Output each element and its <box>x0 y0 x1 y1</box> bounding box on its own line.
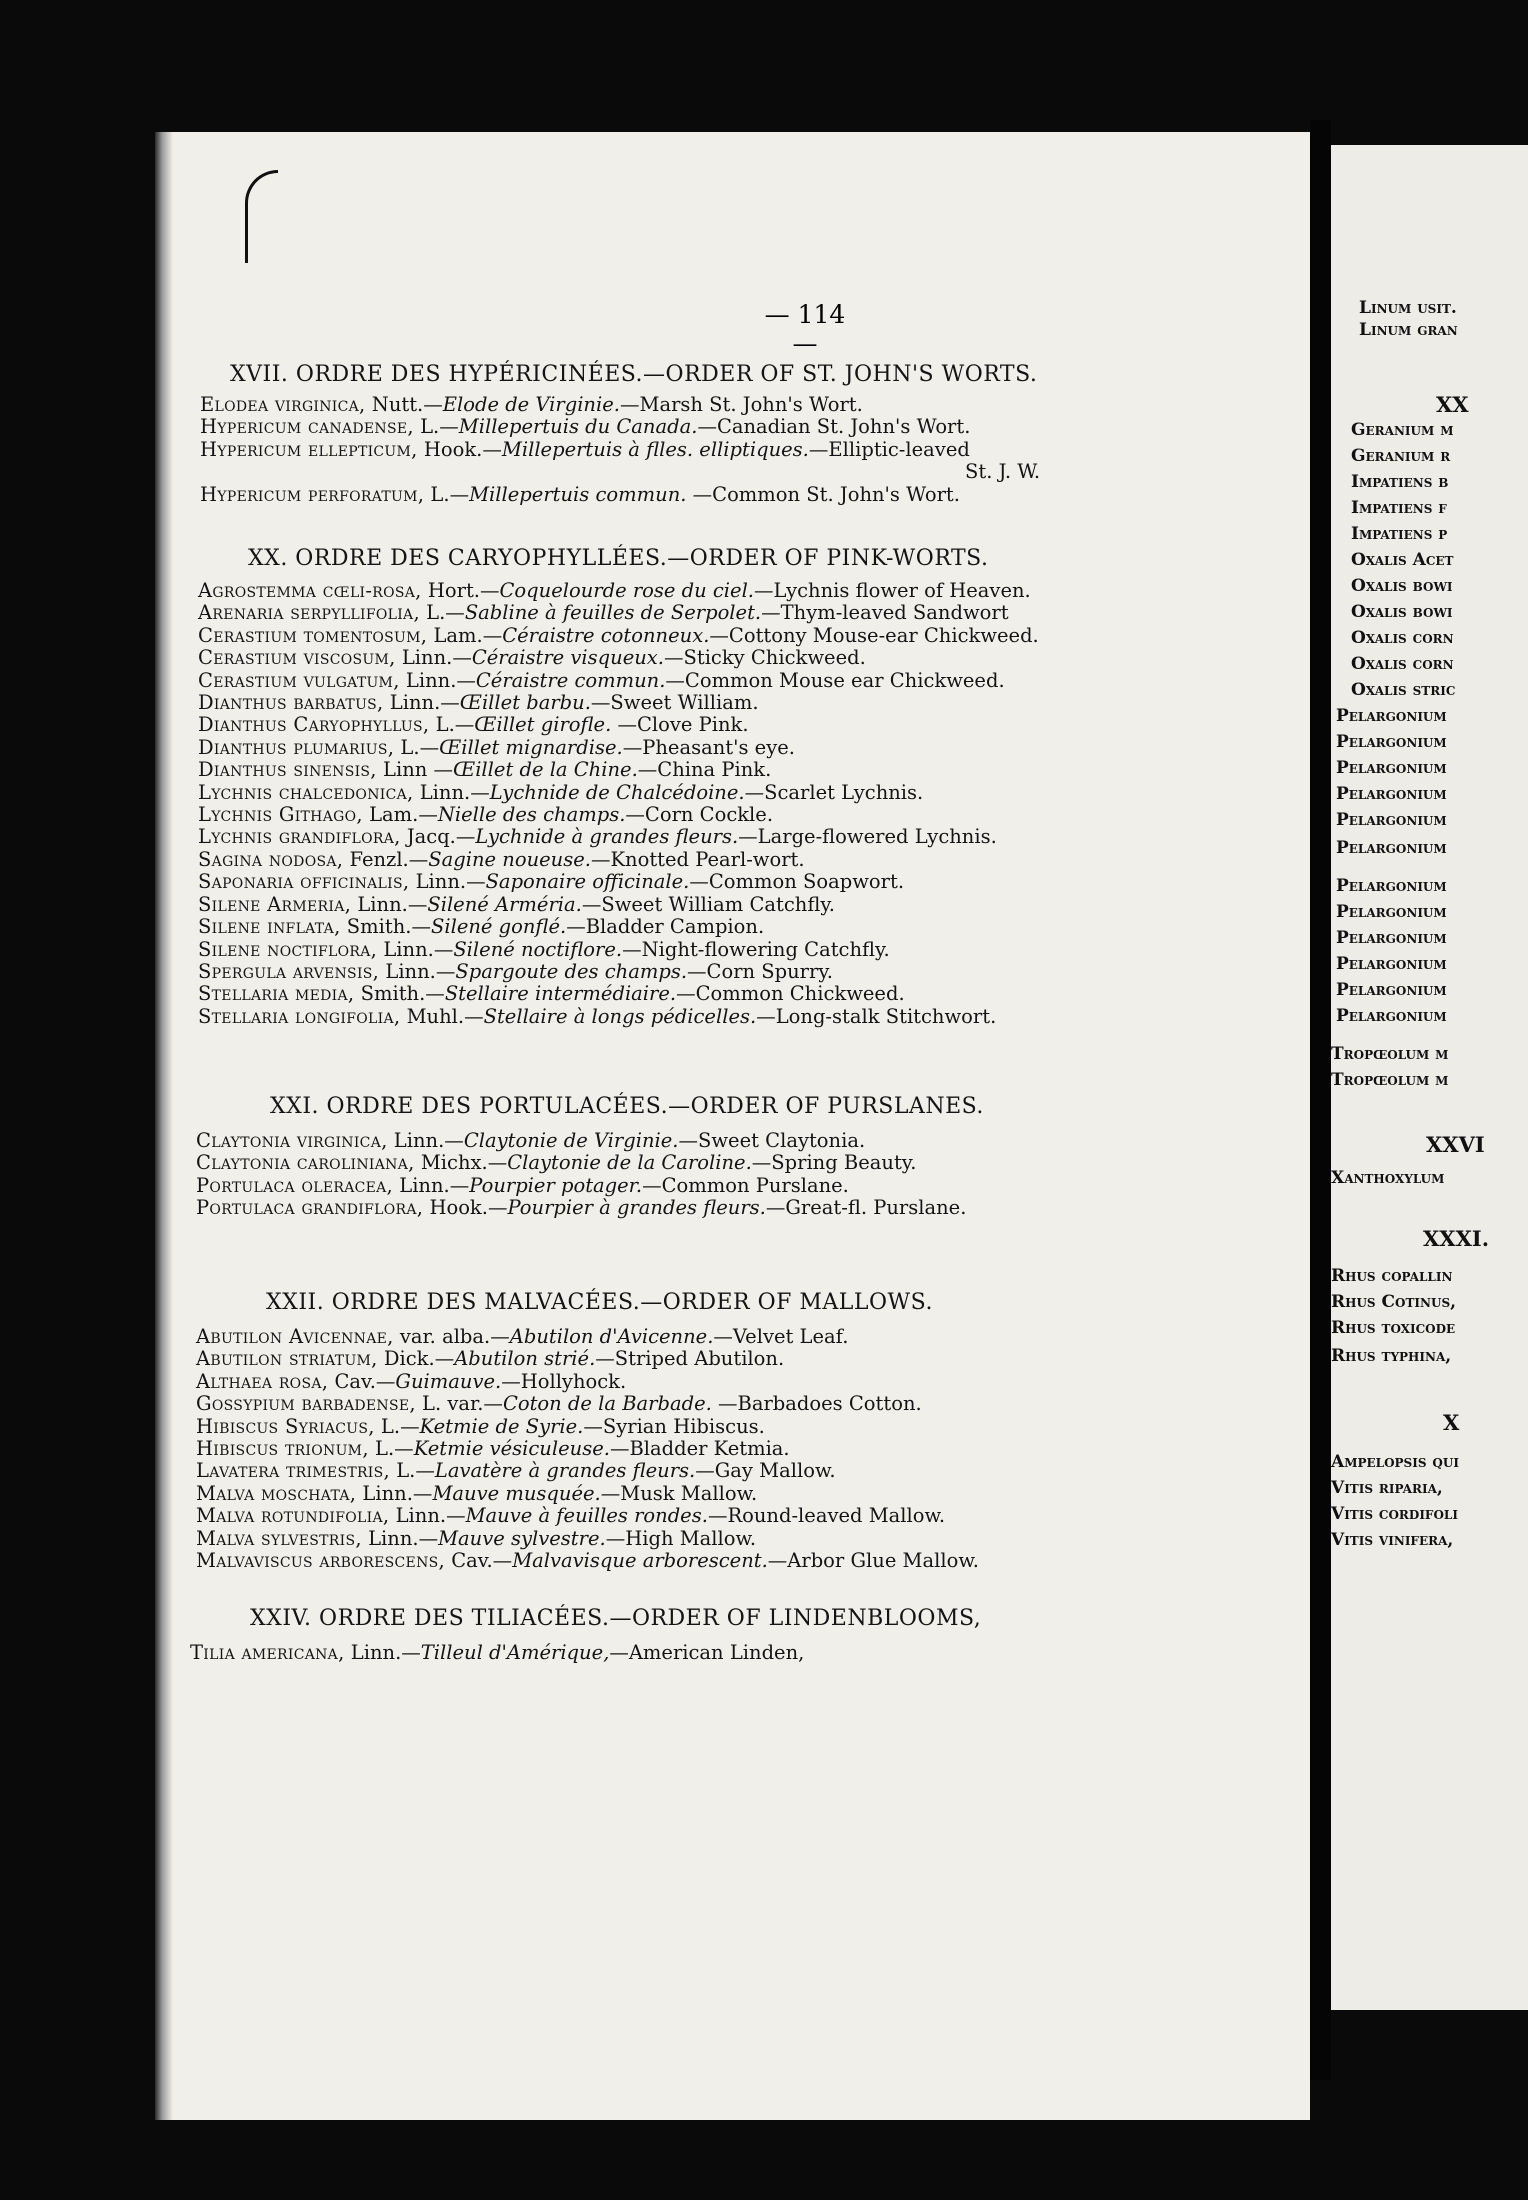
french-name: Stellaire à longs pédicelles. <box>483 1004 757 1028</box>
french-name: Malvavisque arborescent. <box>512 1549 768 1573</box>
english-name: —Arbor Glue Mallow. <box>767 1549 979 1573</box>
latin-name: Dianthus plumarius, <box>198 735 395 759</box>
adjacent-species-entry: Oxalis bowi <box>1351 576 1453 596</box>
adjacent-species-entry: Geranium r <box>1351 446 1451 466</box>
french-name: Œillet girofle. <box>474 713 612 737</box>
adjacent-species-entry: Pelargonium <box>1336 980 1447 1000</box>
french-name: Silené gonflé. <box>430 915 567 939</box>
adjacent-species-entry: Oxalis Acet <box>1351 550 1454 570</box>
french-name: Guimauve. <box>395 1369 502 1393</box>
english-name: —Knotted Pearl-wort. <box>590 847 805 871</box>
latin-name: Silene inflata, <box>198 915 341 939</box>
adjacent-species-entry: Vitis vinifera, <box>1331 1530 1454 1550</box>
species-entry <box>198 782 1290 804</box>
species-entry <box>198 1006 1290 1028</box>
english-name: —Corn Cockle. <box>625 803 774 827</box>
french-name: Pourpier à grandes fleurs. <box>507 1196 766 1220</box>
species-entry <box>198 625 1290 647</box>
adjacent-species-entry: Xanthoxylum <box>1331 1168 1445 1188</box>
author-abbrev: Linn — <box>376 758 454 782</box>
latin-name: Cerastium tomentosum, <box>198 623 428 647</box>
species-entry <box>198 894 1290 916</box>
french-name: Abutilon d'Avicenne. <box>509 1325 714 1348</box>
latin-name: Claytonia virginica, <box>196 1129 388 1152</box>
order-section <box>190 1606 1290 1664</box>
english-name: —Lychnis flower of Heaven. <box>754 579 1031 602</box>
author-abbrev: Linn.— <box>393 1173 470 1197</box>
english-name: —Great-fl. Purslane. <box>765 1196 967 1220</box>
species-entry <box>198 826 1290 848</box>
english-name: —Marsh St. John's Wort. <box>619 393 863 416</box>
english-name: —Thym-leaved Sandwort <box>761 601 1009 625</box>
latin-name: Hibiscus trionum, <box>196 1437 369 1461</box>
order-heading: XXII. ORDRE DES MALVACÉES.—ORDER OF MALLOWS. <box>266 1290 933 1315</box>
english-name: —Bladder Ketmia. <box>609 1437 790 1461</box>
adjacent-species-entry: Rhus copallin <box>1331 1266 1453 1286</box>
adjacent-order-heading: XXXI. <box>1423 1226 1490 1251</box>
adjacent-species-entry: Linum usit. <box>1359 298 1457 318</box>
species-entry <box>198 983 1290 1005</box>
latin-name: Stellaria longifolia, <box>198 1004 401 1028</box>
adjacent-species-entry: Pelargonium <box>1336 706 1447 726</box>
french-name: Stellaire intermédiaire. <box>444 982 677 1006</box>
english-name: —Bladder Campion. <box>566 915 765 939</box>
french-name: Œillet mignardise. <box>439 735 623 759</box>
french-name: Céraistre visqueux. <box>471 646 664 670</box>
english-name: —Canadian St. John's Wort. <box>697 415 971 439</box>
author-abbrev: L.— <box>368 1437 414 1461</box>
latin-name: Lavatera trimestris, <box>196 1459 391 1483</box>
author-abbrev: Linn.— <box>361 1526 439 1550</box>
adjacent-order-heading: X <box>1443 1410 1460 1435</box>
adjacent-species-entry: Pelargonium <box>1336 732 1447 752</box>
latin-name: Abutilon striatum, <box>196 1347 378 1371</box>
adjacent-species-entry: Pelargonium <box>1336 784 1447 804</box>
latin-name: Lychnis Githago, <box>198 803 363 827</box>
adjacent-page <box>1331 145 1528 2010</box>
order-heading: XXIV. ORDRE DES TILIACÉES.—ORDER OF LINDENBLOOMS, <box>250 1606 982 1631</box>
french-name: Coquelourde rose du ciel. <box>499 579 754 602</box>
author-abbrev: Linn.— <box>395 646 472 670</box>
author-abbrev: Hort.— <box>421 579 500 602</box>
author-abbrev: Michx.— <box>414 1151 508 1175</box>
species-entry <box>198 602 1290 624</box>
english-name: —Hollyhock. <box>501 1369 627 1393</box>
adjacent-species-entry: Pelargonium <box>1336 838 1447 858</box>
latin-name: Cerastium vulgatum, <box>198 668 400 692</box>
adjacent-species-entry: Pelargonium <box>1336 928 1447 948</box>
adjacent-species-entry: Tropœolum m <box>1331 1044 1449 1064</box>
french-name: Millepertuis commun. <box>469 482 687 506</box>
author-abbrev: Linn.— <box>351 892 428 916</box>
page-gutter <box>1310 120 1331 2080</box>
author-abbrev: Lam.— <box>427 623 503 647</box>
latin-name: Spergula arvensis, <box>198 959 380 983</box>
adjacent-species-entry: Impatiens b <box>1351 472 1449 492</box>
latin-name: Claytonia caroliniana, <box>196 1151 415 1175</box>
order-section <box>190 1094 1290 1220</box>
author-abbrev: Linn.— <box>383 691 460 715</box>
french-name: Sagine noueuse. <box>428 847 591 871</box>
author-abbrev: Linn.— <box>377 937 454 961</box>
french-name: Abutilon strié. <box>454 1347 596 1371</box>
french-name: Mauve à feuilles rondes. <box>465 1504 708 1528</box>
species-entry <box>196 1130 1290 1152</box>
english-name: —Long-stalk Stitchwort. <box>756 1004 997 1028</box>
english-name: —Musk Mallow. <box>600 1481 758 1505</box>
latin-name: Saponaria officinalis, <box>198 870 410 894</box>
english-name: —Large-flowered Lychnis. <box>738 825 997 849</box>
species-entry <box>198 849 1290 871</box>
author-abbrev: Linn.— <box>409 870 486 894</box>
author-abbrev: L. var.— <box>415 1392 503 1416</box>
english-name: —Common Chickweed. <box>676 982 905 1006</box>
english-name: —Night-flowering Catchfly. <box>622 937 890 961</box>
adjacent-species-entry: Vitis cordifoli <box>1331 1504 1458 1524</box>
author-abbrev: Smith.— <box>354 982 445 1006</box>
species-entry <box>198 647 1290 669</box>
latin-name: Dianthus barbatus, <box>198 691 384 715</box>
latin-name: Silene Armeria, <box>198 892 352 916</box>
species-entry <box>196 1505 1290 1527</box>
adjacent-species-entry: Tropœolum m <box>1331 1070 1449 1090</box>
author-abbrev: Linn.— <box>399 668 476 692</box>
species-entry <box>198 714 1290 736</box>
species-entry <box>198 580 1290 602</box>
latin-name: Gossypium barbadense, <box>196 1392 416 1416</box>
adjacent-species-entry: Pelargonium <box>1336 810 1447 830</box>
latin-name: Hypericum perforatum, <box>200 482 425 506</box>
english-name: —Syrian Hibiscus. <box>583 1414 765 1438</box>
adjacent-species-entry: Pelargonium <box>1336 902 1447 922</box>
french-name: Claytonie de Virginie. <box>463 1129 679 1152</box>
adjacent-species-entry: Oxalis corn <box>1351 654 1454 674</box>
adjacent-species-entry: Pelargonium <box>1336 758 1447 778</box>
species-entry <box>196 1550 1290 1572</box>
adjacent-species-entry: Oxalis corn <box>1351 628 1454 648</box>
latin-name: Arenaria serpyllifolia, <box>198 601 420 625</box>
french-name: Sabline à feuilles de Serpolet. <box>464 601 762 625</box>
french-name: Lychnide de Chalcédoine. <box>489 780 745 804</box>
adjacent-species-entry: Pelargonium <box>1336 876 1447 896</box>
species-entry <box>196 1416 1290 1438</box>
species-entry <box>190 1642 1290 1664</box>
author-abbrev: Nutt.— <box>365 393 443 416</box>
latin-name: Stellaria media, <box>198 982 355 1006</box>
latin-name: Portulaca oleracea, <box>196 1173 394 1197</box>
french-name: Mauve sylvestre. <box>438 1526 606 1550</box>
order-section <box>190 546 1290 1028</box>
french-name: Spargoute des champs. <box>455 959 688 983</box>
english-name: —Sweet William Catchfly. <box>581 892 835 916</box>
author-abbrev: Cav.— <box>445 1549 513 1573</box>
species-entry <box>198 670 1290 692</box>
english-name: —Spring Beauty. <box>751 1151 917 1175</box>
species-entry <box>198 759 1290 781</box>
adjacent-species-entry: Impatiens f <box>1351 498 1447 518</box>
species-entry <box>198 804 1290 826</box>
pencil-bracket-mark <box>245 170 278 263</box>
english-name: —Common Mouse ear Chickweed. <box>665 668 1005 692</box>
latin-name: Cerastium viscosum, <box>198 646 396 670</box>
order-section <box>190 362 1290 506</box>
latin-name: Malvaviscus arborescens, <box>196 1549 446 1573</box>
french-name: Millepertuis du Canada. <box>458 415 698 439</box>
author-abbrev: Cav.— <box>328 1369 396 1393</box>
french-name: Mauve musquée. <box>432 1481 601 1505</box>
latin-name: Elodea virginica, <box>200 393 366 416</box>
species-entry <box>198 916 1290 938</box>
french-name: Nielle des champs. <box>437 803 626 827</box>
species-entry <box>196 1175 1290 1197</box>
french-name: Œillet barbu. <box>459 691 591 715</box>
author-abbrev: L.— <box>390 1459 435 1483</box>
author-abbrev: Linn.— <box>413 780 490 804</box>
species-entry <box>196 1326 1290 1348</box>
latin-name: Dianthus sinensis, <box>198 758 377 782</box>
english-name: —Sweet William. <box>590 691 759 715</box>
author-abbrev: Linn.— <box>344 1641 421 1664</box>
author-abbrev: L.— <box>424 482 470 506</box>
species-entry <box>196 1483 1290 1505</box>
species-entry <box>200 416 1290 438</box>
english-name: —Barbadoes Cotton. <box>711 1392 922 1416</box>
french-name: Millepertuis à flles. elliptiques. <box>501 437 809 461</box>
adjacent-species-entry: Vitis riparia, <box>1331 1478 1443 1498</box>
latin-name: Dianthus Caryophyllus, <box>198 713 430 737</box>
english-name: —Common Purslane. <box>642 1173 849 1197</box>
english-name: —Pheasant's eye. <box>622 735 795 759</box>
latin-name: Abutilon Avicennae, <box>196 1325 394 1348</box>
adjacent-species-entry: Rhus toxicode <box>1331 1318 1456 1338</box>
adjacent-species-entry: Pelargonium <box>1336 954 1447 974</box>
latin-name: Althaea rosa, <box>196 1369 329 1393</box>
english-name: —Sticky Chickweed. <box>664 646 866 670</box>
species-entry <box>198 961 1290 983</box>
english-name: —Gay Mallow. <box>695 1459 836 1483</box>
english-name: —China Pink. <box>637 758 772 782</box>
french-name: Pourpier potager. <box>469 1173 643 1197</box>
french-name: Lavatère à grandes fleurs. <box>434 1459 696 1483</box>
order-heading: XX. ORDRE DES CARYOPHYLLÉES.—ORDER OF PINK-WORTS. <box>248 546 989 571</box>
adjacent-species-entry: Ampelopsis qui <box>1331 1452 1459 1472</box>
species-entry <box>196 1348 1290 1370</box>
english-name: —Velvet Leaf. <box>713 1325 849 1348</box>
species-entry <box>196 1371 1290 1393</box>
french-name: Silené Arméria. <box>427 892 582 916</box>
adjacent-species-entry: Impatiens p <box>1351 524 1448 544</box>
author-abbrev: var. alba.— <box>393 1325 510 1348</box>
species-entry <box>198 737 1290 759</box>
adjacent-species-entry: Pelargonium <box>1336 1006 1447 1026</box>
french-name: Céraistre cotonneux. <box>502 623 710 647</box>
author-abbrev: L.— <box>374 1414 420 1438</box>
order-heading: XXI. ORDRE DES PORTULACÉES.—ORDER OF PURSLANES. <box>270 1094 984 1119</box>
english-name: —Corn Spurry. <box>687 959 833 983</box>
species-entry <box>198 692 1290 714</box>
author-abbrev: Linn.— <box>389 1504 466 1528</box>
adjacent-species-entry: Geranium m <box>1351 420 1454 440</box>
species-entry <box>196 1528 1290 1550</box>
page-number: — 114 — <box>764 300 846 358</box>
author-abbrev: Jacq.— <box>400 825 476 849</box>
latin-name: Sagina nodosa, <box>198 847 344 871</box>
french-name: Saponaire officinale. <box>485 870 690 894</box>
english-name: —Common St. John's Wort. <box>686 482 960 506</box>
english-name: —Cottony Mouse-ear Chickweed. <box>709 623 1039 647</box>
adjacent-species-entry: Linum gran <box>1359 320 1458 340</box>
french-name: Elode de Virginie. <box>442 393 620 416</box>
french-name: Coton de la Barbade. <box>502 1392 712 1416</box>
author-abbrev: Lam.— <box>362 803 438 827</box>
adjacent-species-entry: Rhus typhina, <box>1331 1346 1452 1366</box>
french-name: Claytonie de la Caroline. <box>507 1151 752 1175</box>
french-name: Silené noctiflore. <box>453 937 623 961</box>
english-name: —Scarlet Lychnis. <box>744 780 924 804</box>
species-entry <box>200 484 1290 506</box>
latin-name: Lychnis chalcedonica, <box>198 780 414 804</box>
latin-name: Malva moschata, <box>196 1481 357 1505</box>
species-entry <box>196 1197 1290 1219</box>
species-entry <box>198 871 1290 893</box>
author-abbrev: Linn.— <box>356 1481 433 1505</box>
latin-name: Malva rotundifolia, <box>196 1504 390 1528</box>
french-name: Œillet de la Chine. <box>453 758 638 782</box>
order-heading: XVII. ORDRE DES HYPÉRICINÉES.—ORDER OF ST. JOHN'S WORTS. <box>230 362 1038 387</box>
author-abbrev: Smith.— <box>340 915 431 939</box>
adjacent-species-entry: Oxalis bowi <box>1351 602 1453 622</box>
french-name: Tilleul d'Amérique, <box>420 1641 610 1664</box>
latin-name: Portulaca grandiflora, <box>196 1196 424 1220</box>
latin-name: Agrostemma cœli-rosa, <box>198 579 422 602</box>
english-name: —Common Soapwort. <box>689 870 905 894</box>
species-entry <box>200 394 1290 416</box>
species-entry <box>190 461 1290 483</box>
english-name: —High Mallow. <box>605 1526 757 1550</box>
author-abbrev: L.— <box>429 713 475 737</box>
latin-name: Hibiscus Syriacus, <box>196 1414 375 1438</box>
author-abbrev: Hook.— <box>417 437 502 461</box>
adjacent-species-entry: Oxalis stric <box>1351 680 1456 700</box>
adjacent-order-heading: XXVI <box>1426 1132 1485 1157</box>
english-name: —Sweet Claytonia. <box>678 1129 866 1152</box>
author-abbrev: L.— <box>419 601 465 625</box>
author-abbrev: Muhl.— <box>400 1004 484 1028</box>
english-name: —Striped Abutilon. <box>595 1347 785 1371</box>
author-abbrev: Fenzl.— <box>343 847 429 871</box>
latin-name: Hypericum ellepticum, <box>200 437 418 461</box>
author-abbrev: Linn.— <box>387 1129 464 1152</box>
latin-name: Lychnis grandiflora, <box>198 825 401 849</box>
latin-name: Hypericum canadense, <box>200 415 414 439</box>
english-name: St. J. W. <box>965 460 1041 484</box>
adjacent-order-heading: XX <box>1436 392 1469 417</box>
species-entry <box>198 939 1290 961</box>
species-entry <box>196 1393 1290 1415</box>
species-entry <box>196 1460 1290 1482</box>
french-name: Ketmie vésiculeuse. <box>413 1437 610 1461</box>
author-abbrev: L.— <box>413 415 459 439</box>
english-name: —Elliptic-leaved <box>808 437 970 461</box>
latin-name: Silene noctiflora, <box>198 937 378 961</box>
english-name: —American Linden, <box>609 1641 805 1664</box>
french-name: Ketmie de Syrie. <box>419 1414 584 1438</box>
english-name: —Clove Pink. <box>611 713 749 737</box>
french-name: Céraistre commun. <box>475 668 666 692</box>
french-name: Lychnide à grandes fleurs. <box>475 825 739 849</box>
species-entry <box>196 1438 1290 1460</box>
species-entry <box>200 439 1290 461</box>
author-abbrev: L.— <box>394 735 440 759</box>
english-name: —Round-leaved Mallow. <box>707 1504 946 1528</box>
author-abbrev: Hook.— <box>423 1196 508 1220</box>
author-abbrev: Linn.— <box>379 959 456 983</box>
author-abbrev: Dick.— <box>377 1347 455 1371</box>
latin-name: Tilia americana, <box>190 1641 345 1664</box>
species-entry <box>196 1152 1290 1174</box>
adjacent-species-entry: Rhus Cotinus, <box>1331 1292 1457 1312</box>
latin-name: Malva sylvestris, <box>196 1526 362 1550</box>
order-section <box>190 1290 1290 1572</box>
